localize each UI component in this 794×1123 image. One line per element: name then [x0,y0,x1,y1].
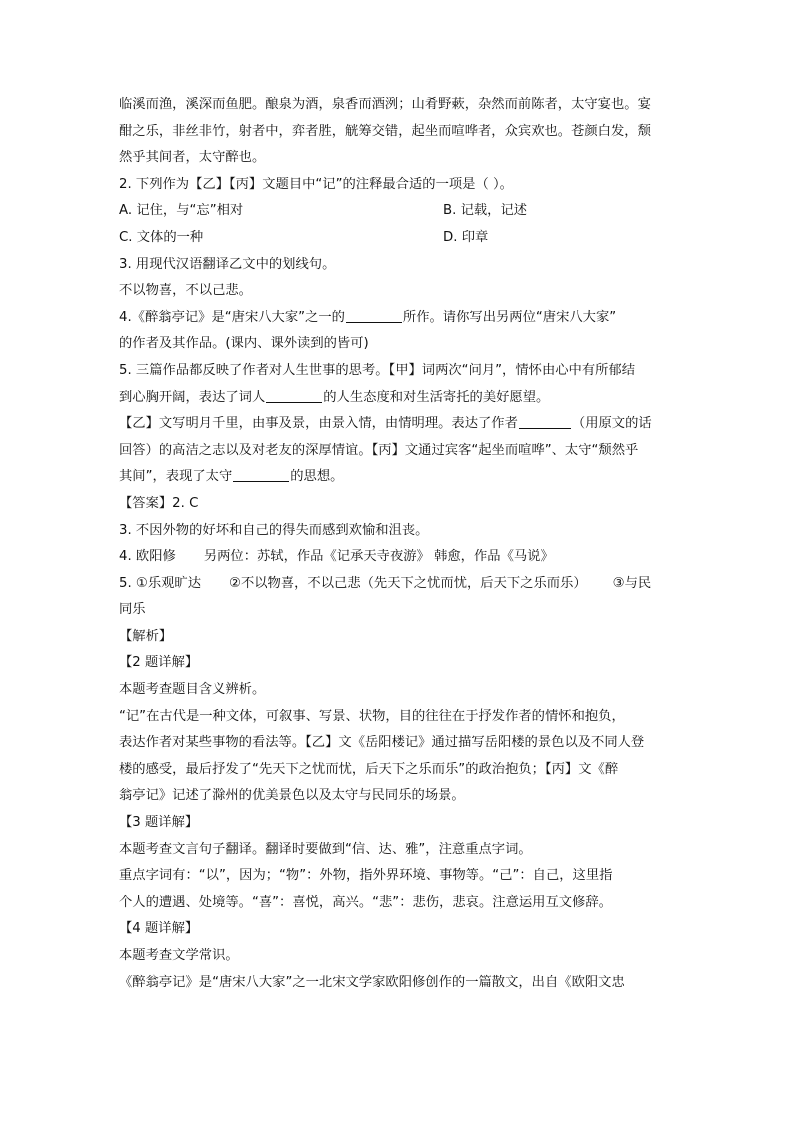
question-5-line-4: 回答）的高洁之志以及对老友的深厚情谊。【丙】文通过宾客“起坐而喧哗”、太守“颓然乎 [119,442,639,458]
answer-5 [119,571,679,598]
question-5-line-5b: 的思想。 [290,469,344,485]
question-5-line-2a: 到心胸开阔，表达了词人 [119,389,266,405]
answer-blank [519,414,571,429]
option-b: B. 记载，记述 [443,203,528,219]
analysis-3-intro: 本题考查文言句子翻译。翻译时要做到“信、达、雅”，注意重点字词。 [119,841,532,857]
analysis-heading: 【解析】 [119,628,173,644]
analysis-4-intro: 本题考查文学常识。 [119,948,239,963]
answer-4 [119,544,679,571]
answer-4-others: 另两位：苏轼，作品《记承天寺夜游》 韩愈，作品《马说》 [203,549,554,565]
question-5-line-5a: 其间”，表现了太守 [119,469,233,485]
answer-5-part-2: ②不以物喜，不以己悲（先天下之忧而忧，后天下之乐而乐） [229,575,587,591]
option-c: C. 文体的一种 [119,229,204,245]
question-4-line-1 [119,305,679,332]
question-2-options-row-1 [119,198,679,225]
analysis-2-line-4: 翁亭记》记述了滁州的优美景色以及太守与民同乐的场景。 [119,788,465,804]
analysis-4-line-1: 《醉翁亭记》是“唐宋八大家”之一北宋文学家欧阳修创作的一篇散文，出自《欧阳文忠 [119,974,625,990]
answer-blank [266,388,322,403]
analysis-3-heading: 【3 题详解】 [119,815,199,831]
question-4-part-2: 所作。请你写出另两位“唐宋八大家” [402,309,617,325]
analysis-3-line-1: 重点字词有：“以”，因为；“物”：外物，指外界环境、事物等。“己”：自己，这里指 [119,868,613,884]
question-5-line-1: 5. 三篇作品都反映了作者对人生世事的思考。【甲】词两次“问月”，情怀由心中有所郁结 [119,362,636,378]
question-5-line-3a: 【乙】文写明月千里，由事及景，由景入情，由情明理。表达了作者 [119,416,518,432]
analysis-2-intro: 本题考查题目含义辨析。 [119,682,266,698]
answer-5-part-3: ③与民 [612,575,652,591]
question-4-part-1: 4.《醉翁亭记》是“唐宋八大家”之一的 [119,309,345,325]
answer-5-part-1: 5. ①乐观旷达 [119,575,202,591]
answer-5-continued: 同乐 [119,602,146,618]
answer-3: 3. 不因外物的好坏和自己的得失而感到欢愉和沮丧。 [119,522,429,538]
answer-4-author: 4. 欧阳修 [119,549,176,565]
question-5-line-3 [119,411,679,438]
option-d: D. 印章 [443,229,489,245]
analysis-2-heading: 【2 题详解】 [119,655,199,671]
answer-blank [346,308,402,323]
question-2-stem: 2. 下列作为【乙】【丙】文题目中“记”的注释最合适的一项是（ ）。 [119,176,513,192]
question-5-line-2 [119,385,679,412]
question-4-line-2: 的作者及其作品。(课内、课外读到的皆可) [119,336,369,352]
answer-blank [233,467,289,482]
question-2-options-row-2 [119,225,679,252]
passage-line-3: 然乎其间者，太守醉也。 [119,150,266,166]
passage-line-2: 酣之乐，非丝非竹，射者中，弈者胜，觥筹交错，起坐而喧哗者，众宾欢也。苍颜白发，颓 [119,123,651,139]
question-5-line-2b: 的人生态度和对生活寄托的美好愿望。 [323,389,550,405]
document-page [119,92,679,996]
question-3-sentence: 不以物喜，不以己悲。 [119,283,252,299]
answer-2: 【答案】2. C [119,495,199,511]
analysis-2-line-2: 表达作者对某些事物的看法等。【乙】文《岳阳楼记》通过描写岳阳楼的景色以及不同人登 [119,735,645,751]
analysis-4-heading: 【4 题详解】 [119,921,199,937]
analysis-2-line-1: “记”在古代是一种文体，可叙事、写景、状物，目的往往在于抒发作者的情怀和抱负， [119,708,625,724]
option-a: A. 记住，与“忘”相对 [119,203,244,219]
question-5-line-5 [119,464,679,491]
analysis-3-line-2: 个人的遭遇、处境等。“喜”：喜悦，高兴。“悲”：悲伤，悲哀。注意运用互文修辞。 [119,894,612,910]
analysis-2-line-3: 楼的感受，最后抒发了“先天下之忧而忧，后天下之乐而乐”的政治抱负；【丙】文《醉 [119,761,619,777]
passage-line-1: 临溪而渔，溪深而鱼肥。酿泉为酒，泉香而酒洌；山肴野蔌，杂然而前陈者，太守宴也。宴 [119,97,651,112]
question-5-line-3b: （用原文的话 [571,416,652,432]
question-3-stem: 3. 用现代汉语翻译乙文中的划线句。 [119,256,336,272]
